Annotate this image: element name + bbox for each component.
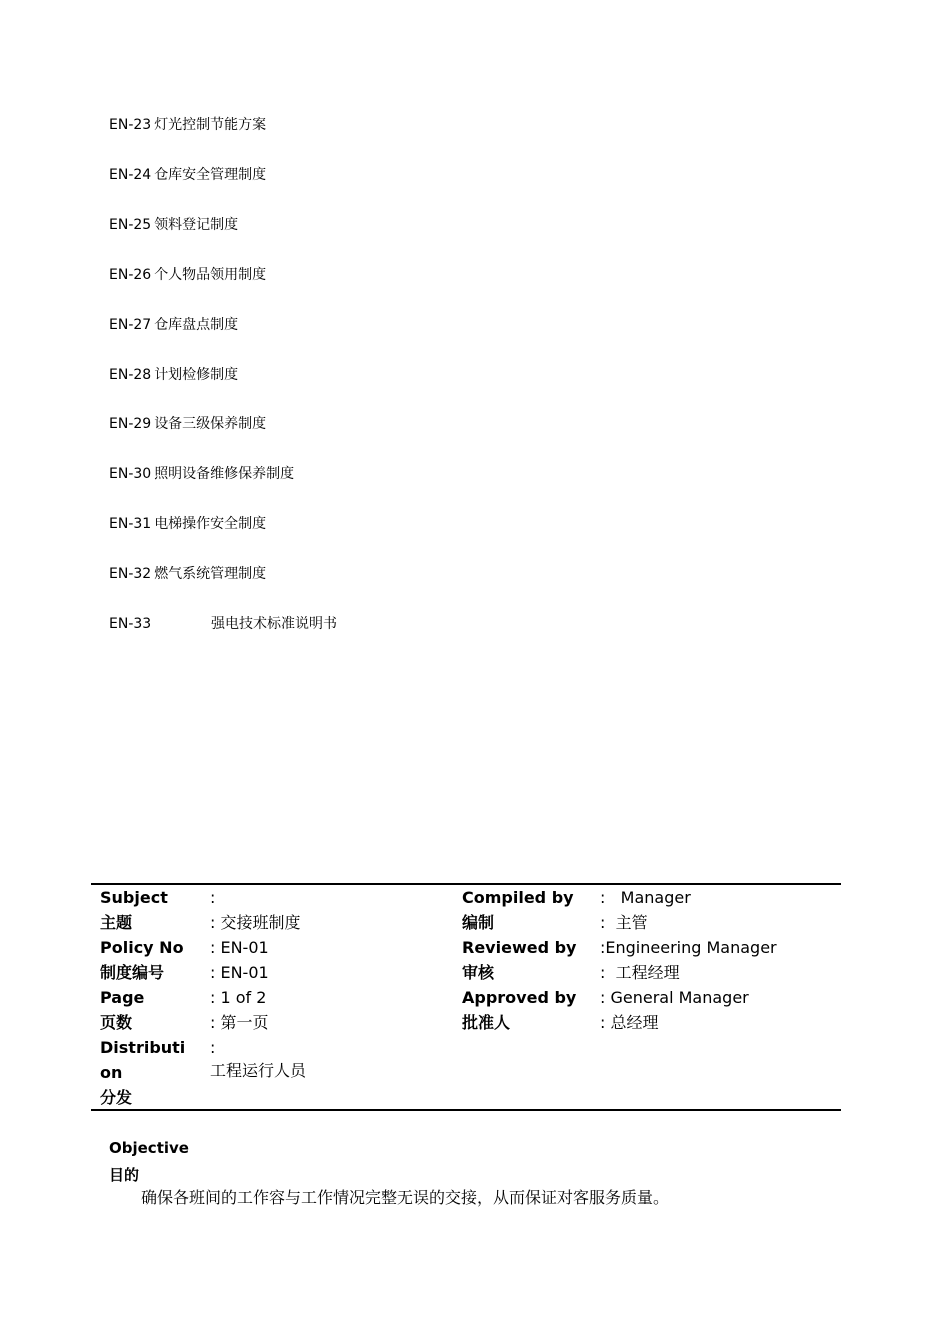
approved-by-value: : General Manager (600, 988, 749, 1007)
header-top-rule (91, 883, 841, 885)
toc-title: 仓库盘点制度 (154, 317, 239, 333)
objective-heading-cn: 目的 (109, 1166, 140, 1184)
toc-title: 照明设备维修保养制度 (154, 466, 295, 482)
toc-item (109, 166, 266, 184)
policy-no-value: : EN-01 (210, 938, 269, 957)
compiled-by-label: Compiled by (462, 888, 574, 907)
subject-cn-value: : 交接班制度 (210, 913, 301, 932)
approved-by-label: Approved by (462, 988, 577, 1007)
subject-value: : (210, 888, 216, 907)
toc-item (109, 515, 266, 533)
objective-text: 确保各班间的工作容与工作情况完整无误的交接，从而保证对客服务质量。 (141, 1188, 670, 1207)
approved-by-cn-label: 批准人 (462, 1013, 511, 1032)
objective-heading: Objective (109, 1139, 189, 1157)
page-label: Page (100, 988, 145, 1007)
reviewed-by-cn-label: 审核 (462, 963, 495, 982)
toc-item (109, 316, 238, 334)
toc-code: EN-25 (109, 217, 152, 233)
approved-by-cn-value: : 总经理 (600, 1013, 659, 1032)
toc-code: EN-23 (109, 117, 152, 133)
toc-title: 计划检修制度 (154, 367, 239, 383)
toc-code: EN-29 (109, 416, 152, 432)
toc-item (109, 366, 238, 384)
toc-title: 强电技术标准说明书 (211, 616, 337, 632)
page-value: : 1 of 2 (210, 988, 267, 1007)
toc-code: EN-26 (109, 267, 152, 283)
reviewed-by-label: Reviewed by (462, 938, 577, 957)
toc-title: 个人物品领用制度 (154, 267, 267, 283)
subject-label: Subject (100, 888, 168, 907)
toc-item (109, 415, 266, 433)
distribution-value: 工程运行人员 (210, 1061, 307, 1080)
reviewed-by-value: :Engineering Manager (600, 938, 777, 957)
toc-title: 灯光控制节能方案 (154, 117, 267, 133)
toc-item (109, 565, 266, 583)
toc-item (109, 266, 266, 284)
toc-code: EN-24 (109, 167, 152, 183)
toc-title: 设备三级保养制度 (154, 416, 267, 432)
policy-no-label: Policy No (100, 938, 184, 957)
toc-code: EN-30 (109, 466, 152, 482)
toc-item (109, 465, 294, 483)
toc-title: 领料登记制度 (154, 217, 239, 233)
toc-item (109, 615, 337, 633)
toc-code: EN-32 (109, 566, 152, 582)
toc-item (109, 216, 238, 234)
toc-code: EN-27 (109, 317, 152, 333)
toc-code: EN-33 (109, 616, 152, 632)
toc-title: 仓库安全管理制度 (154, 167, 267, 183)
toc-item (109, 116, 266, 134)
page-cn-label: 页数 (100, 1013, 133, 1032)
compiled-by-cn-value: : 主管 (600, 913, 648, 932)
distribution-label-cont: on (100, 1063, 123, 1082)
distribution-label: Distributi (100, 1038, 186, 1057)
reviewed-by-cn-value: : 工程经理 (600, 963, 680, 982)
distribution-cn-label: 分发 (100, 1088, 133, 1107)
compiled-by-value: : Manager (600, 888, 691, 907)
toc-title: 燃气系统管理制度 (154, 566, 267, 582)
toc-code: EN-31 (109, 516, 152, 532)
policy-no-cn-label: 制度编号 (100, 963, 165, 982)
compiled-by-cn-label: 编制 (462, 913, 495, 932)
subject-cn-label: 主题 (100, 913, 133, 932)
distribution-colon: : (210, 1038, 216, 1057)
header-bottom-rule (91, 1109, 841, 1111)
toc-code: EN-28 (109, 367, 152, 383)
toc-title: 电梯操作安全制度 (154, 516, 267, 532)
policy-no-cn-value: : EN-01 (210, 963, 269, 982)
page-cn-value: : 第一页 (210, 1013, 269, 1032)
